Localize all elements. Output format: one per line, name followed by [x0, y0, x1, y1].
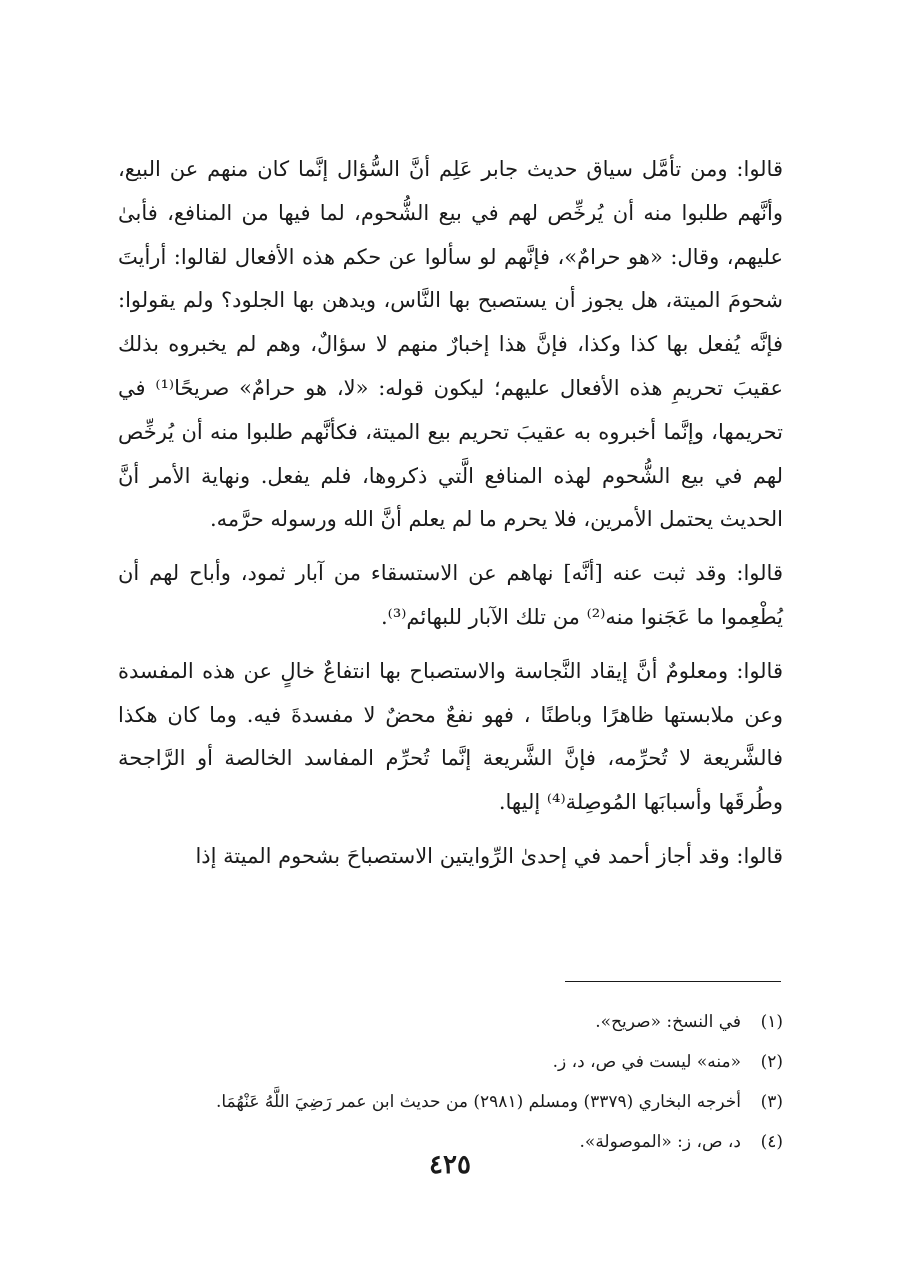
paragraph-1: قالوا: ومن تأمَّل سياق حديث جابر عَلِم أنَّ السُّؤال إنَّما كان منهم عن البيع، وأنَّهم طلبوا منه أن يُرخِّص لهم في بيع الشُّحوم، لما فيها من المنافع، فأبىٰ عليهم، وقال: «هو حرامٌ»، فإنَّهم لو سألوا عن حكم هذه الأفعال لقالوا: أرأيتَ شحومَ الميتة، هل يجوز أن يستصبح بها النَّاس، ويدهن بها الجلود؟ ولم يقولوا: فإنَّه يُفعل بها كذا وكذا، فإنَّ هذا إخبارٌ منهم لا سؤالٌ، وهم لم يخبروه بذلك عقيبَ تحريمِ هذه الأفعال عليهم؛ ليكون قوله: «لا، هو حرامٌ» صريحًا⁽¹⁾ في تحريمها، وإنَّما أخبروه به عقيبَ تحريم بيع الميتة، فكأنَّهم طلبوا منه أن يُرخِّص لهم في بيع الشُّحوم لهذه المنافع الَّتي ذكروها، فلم يفعل. ونهاية الأمر أنَّ الحديث يحتمل الأمرين، فلا يحرم ما لم يعلم أنَّ الله ورسوله حرَّمه. — [118, 157, 784, 532]
paragraph-4: قالوا: وقد أجاز أحمد في إحدىٰ الرِّوايتين الاستصباحَ بشحوم الميتة إذا — [195, 843, 783, 868]
footnote-number: (١) — [760, 1012, 783, 1032]
footnote-number: (٢) — [760, 1052, 783, 1072]
footnote-number: (٤) — [760, 1132, 783, 1152]
page-number: ٤٢٥ — [429, 1150, 471, 1180]
footnote-text: أخرجه البخاري (٣٣٧٩) ومسلم (٢٩٨١) من حديث ابن عمر رَضِيَ اللَّهُ عَنْهُمَا. — [215, 1092, 741, 1112]
footnote-divider — [565, 981, 781, 982]
footnote-2 — [118, 1042, 783, 1082]
footnote-text: «منه» ليست في ص، د، ز. — [552, 1052, 741, 1072]
paragraph-3: قالوا: ومعلومٌ أنَّ إيقاد النَّجاسة والاستصباح بها انتفاعٌ خالٍ عن هذه المفسدة وعن ملابستها ظاهرًا وباطنًا ، فهو نفعٌ محضٌ لا مفسدةَ فيه. وما كان هكذا فالشَّريعة لا تُحرِّمه، فإنَّ الشَّريعة إنَّما تُحرِّم المفاسد الخالصة أو الرَّاجحة وطُرقَها وأسبابَها المُوصِلة⁽⁴⁾ إليها. — [118, 658, 783, 815]
footnotes — [118, 1002, 783, 1162]
main-text — [118, 148, 783, 889]
footnote-1 — [118, 1002, 783, 1042]
paragraph-2: قالوا: وقد ثبت عنه [أنَّه] نهاهم عن الاستسقاء من آبار ثمود، وأباح لهم أن يُطْعِموا ما عَجَنوا منه⁽²⁾ من تلك الآبار للبهائم⁽³⁾. — [118, 561, 783, 629]
footnote-text: د، ص، ز: «الموصولة». — [579, 1132, 741, 1152]
footnote-number: (٣) — [760, 1092, 783, 1112]
footnote-text: في النسخ: «صريح». — [595, 1012, 741, 1032]
footnote-3 — [118, 1082, 783, 1122]
